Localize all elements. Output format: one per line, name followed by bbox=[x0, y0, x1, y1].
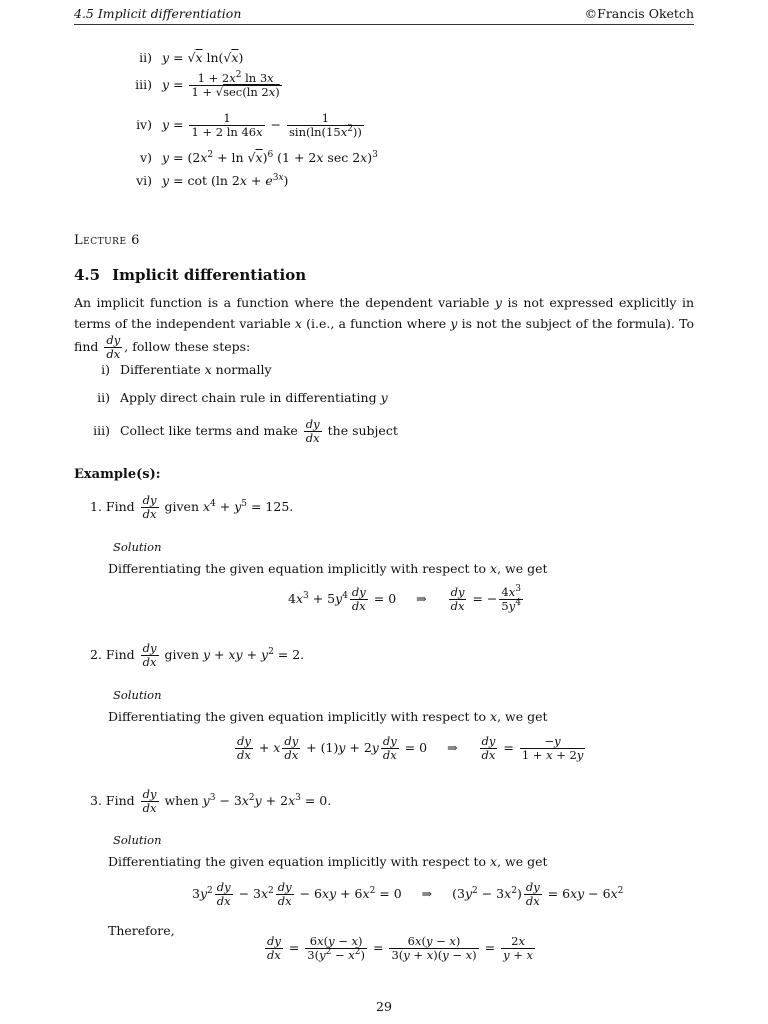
exercise-iii: iii) y = $\frac{1 + 2x^2 \ln 3x}{1 + √\sec(\ln 2x)}$ bbox=[135, 70, 280, 99]
step-2: ii) Apply direct chain rule in differentiating y bbox=[97, 390, 388, 405]
examples-heading: Example(s): bbox=[74, 467, 161, 482]
running-header bbox=[74, 6, 694, 22]
section-heading: 4.5 Implicit differentiation bbox=[74, 266, 307, 284]
exercise-iv: iv) y = $\frac{1}{1 + 2 \ln 46x}$ − $\frac{1}{\sin(\ln(15x^2))}$ bbox=[136, 111, 362, 139]
example-2-diff-text: Differentiating the given equation implicitly with respect to x, we get bbox=[108, 709, 548, 724]
example-3-solution-label: Solution bbox=[113, 833, 162, 847]
example-1-solution-label: Solution bbox=[113, 540, 162, 554]
page-number: 29 bbox=[376, 999, 392, 1014]
exercise-v: v) $y = (2x^2 + \ln √x)^6$ (1 + 2x sec 2x)$^3$ bbox=[140, 149, 378, 165]
header-author: ©Francis Oketch bbox=[584, 6, 694, 21]
lecture-heading: Lecture 6 bbox=[74, 233, 140, 248]
example-2-solution-label: Solution bbox=[113, 688, 162, 702]
header-rule bbox=[74, 24, 694, 25]
example-1-equation: $4x^3 + 5y^4$ $\frac{dy}{dx}$ = 0 ⇒ $\frac{dy}{dx}$ = − $\frac{4x^3}{5y^4}$ bbox=[288, 584, 521, 613]
example-3-final-equation: $\frac{dy}{dx}$ = $\frac{6x(y - x)}{3(y^2 - x^2)}$ = $\frac{6x(y - x)}{3(y + x)(y - x)}$ = $\frac{2x}{y + x}$ bbox=[267, 934, 534, 962]
exercise-vi: vi) y = cot (ln $2x + e^{3x}$) bbox=[136, 172, 289, 188]
header-section-title: 4.5 Implicit differentiation bbox=[74, 6, 242, 21]
example-1-prompt: 1. Find $\frac{dy}{dx}$ given $x^4 + y^5 = 125$. bbox=[90, 493, 294, 521]
intro-paragraph: An implicit function is a function where the dependent variable y is not expressed explicitly in terms of the independent variable x (i.e., a function where y is not the subject of the formula). To find $\frac{dy}{dx}$ , follow these steps: bbox=[74, 295, 694, 361]
example-2-equation: $\frac{dy}{dx}$ + x $\frac{dy}{dx}$ + (1)y + 2y $\frac{dy}{dx}$ = 0 ⇒ $\frac{dy}{dx}$ = $\frac{-y}{1 + x + 2y}$ bbox=[237, 734, 584, 762]
step-3: iii) Collect like terms and make $\frac{dy}{dx}$ the subject bbox=[93, 417, 398, 445]
example-3-prompt: 3. Find $\frac{dy}{dx}$ when $y^3 - 3x^2y + 2x^3 = 0$. bbox=[90, 787, 332, 815]
example-3-therefore: Therefore, bbox=[108, 923, 175, 938]
example-3-equation: $3y^2$ $\frac{dy}{dx}$ − $3x^2$ $\frac{dy}{dx}$ − $6xy + 6x^2 = 0$ ⇒ $(3y^2 - 3x^2)$ $\frac{dy}{dx}$ = $6xy - 6x^2$ bbox=[192, 880, 624, 908]
example-1-diff-text: Differentiating the given equation implicitly with respect to x, we get bbox=[108, 561, 548, 576]
example-3-diff-text: Differentiating the given equation implicitly with respect to x, we get bbox=[108, 854, 548, 869]
example-2-prompt: 2. Find $\frac{dy}{dx}$ given y + xy + $y^2 = 2$. bbox=[90, 641, 305, 669]
step-1: i) Differentiate x normally bbox=[101, 362, 272, 377]
exercise-ii: ii) y = √x ln(√x) bbox=[139, 50, 244, 65]
